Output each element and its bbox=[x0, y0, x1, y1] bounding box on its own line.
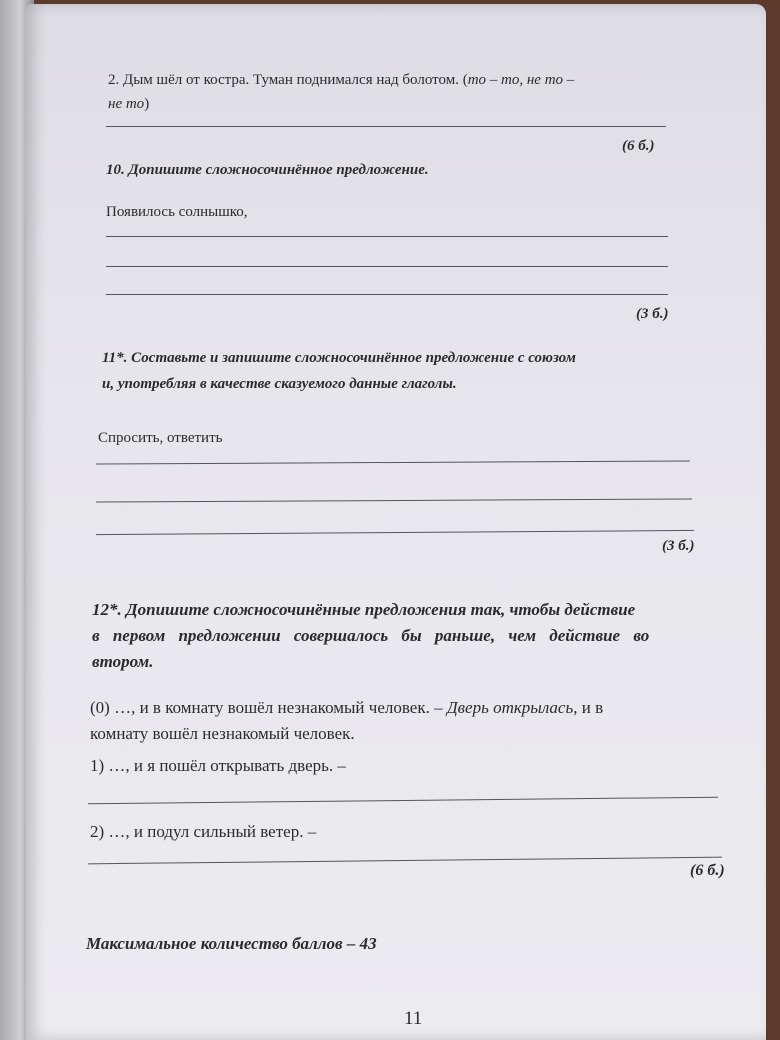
answer-line[interactable] bbox=[88, 797, 718, 805]
task12-item2: 2) …, и подул сильный ветер. – bbox=[90, 822, 317, 841]
task-continuation-points: (6 б.) bbox=[622, 138, 655, 154]
task12-example-line2: комнату вошёл незнакомый человек. bbox=[90, 724, 355, 743]
worksheet-page bbox=[26, 4, 766, 1040]
task-continuation-line1 bbox=[108, 72, 574, 89]
task11-points: (3 б.) bbox=[662, 538, 695, 554]
answer-line[interactable] bbox=[96, 530, 694, 535]
task-continuation-text: 2. Дым шёл от костра. Туман поднимался над болотом. ( bbox=[108, 72, 468, 88]
task11-heading-line2: и, употребляя в качестве сказуемого данные глаголы. bbox=[102, 376, 457, 392]
answer-line[interactable] bbox=[106, 294, 668, 295]
task11-heading-line1: 11*. Составьте и запишите сложносочинённое предложение с союзом bbox=[102, 350, 576, 366]
answer-line[interactable] bbox=[96, 498, 692, 502]
task-continuation-hint-a: то – то, не то – bbox=[467, 72, 575, 88]
answer-line[interactable] bbox=[106, 266, 668, 267]
task10-heading: 10. Допишите сложносочинённое предложение. bbox=[106, 162, 429, 178]
task12-item1: 1) …, и я пошёл открывать дверь. – bbox=[90, 756, 346, 775]
answer-line[interactable] bbox=[96, 460, 690, 464]
task10-sentence-start: Появилось солнышко, bbox=[106, 204, 248, 220]
task10-points: (3 б.) bbox=[636, 306, 669, 322]
task12-example-italic: Дверь открылась, bbox=[446, 698, 578, 717]
task11-verbs: Спросить, ответить bbox=[98, 430, 223, 446]
task12-heading-line1: 12*. Допишите сложносочинённые предложения так, чтобы действие bbox=[92, 600, 636, 619]
task-continuation-close: ) bbox=[144, 96, 150, 112]
task12-example-prefix: (0) …, и в комнату вошёл незнакомый человек. – bbox=[90, 698, 447, 717]
task12-heading-line2: в первом предложении совершалось бы раньше, чем действие во bbox=[92, 626, 650, 645]
task-continuation-line2 bbox=[108, 96, 149, 113]
page-number: 11 bbox=[404, 1008, 423, 1029]
answer-line[interactable] bbox=[106, 126, 666, 127]
task12-example-suffix: и в bbox=[577, 698, 604, 717]
task12-example-line1 bbox=[90, 698, 603, 718]
answer-line[interactable] bbox=[106, 236, 668, 237]
task12-heading-line3: втором. bbox=[92, 652, 154, 671]
task-continuation-hint-b: не то bbox=[108, 96, 145, 112]
task12-points: (6 б.) bbox=[690, 862, 725, 879]
answer-line[interactable] bbox=[88, 857, 722, 865]
max-score: Максимальное количество баллов – 43 bbox=[86, 934, 377, 953]
